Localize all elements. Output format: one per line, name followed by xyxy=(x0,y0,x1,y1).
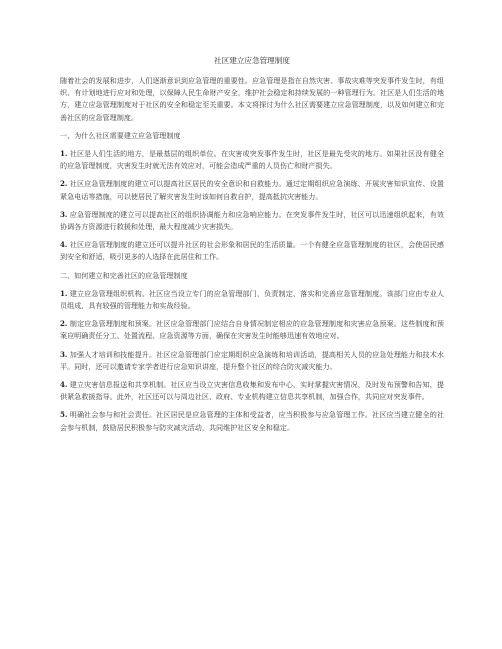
item-number: 3. xyxy=(60,209,68,219)
item-number: 2. xyxy=(60,319,68,329)
item-text: 社区应急管理制度的建立还可以提升社区的社会形象和居民的生活质量。一个有健全应急管理制度的社区，会使居民感到安全和舒适，吸引更多的人选择在此居住和工作。 xyxy=(60,240,445,262)
item-text: 应急管理制度的建立可以提高社区的组织协调能力和应急响应能力。在突发事件发生时，社区可以迅速组织起来，有效协调各方资源进行救援和处理，最大程度减少灾害损失。 xyxy=(60,209,445,232)
item-text: 社区应急管理制度的建立可以提高社区居民的安全意识和自救能力。通过定期组织应急演练、开展灾害知识宣传、设置紧急电话等措施，可以使居民了解灾害发生时该如何自救自护，提高抵抗灾害能力。 xyxy=(60,179,445,201)
section-1-item xyxy=(60,209,444,233)
section-1-item xyxy=(60,178,444,202)
section-1-heading: 一、为什么社区需要建立应急管理制度 xyxy=(60,130,181,140)
document-title: 社区建立应急管理制度 xyxy=(214,56,290,65)
item-number: 1. xyxy=(60,288,68,298)
section-2-item xyxy=(60,409,444,433)
item-text: 建立应急管理组织机构。社区应当设立专门的应急管理部门，负责制定、落实和完善应急管理制度。该部门应由专业人员组成，具有较强的管理能力和实战经验。 xyxy=(60,288,445,311)
item-number: 5. xyxy=(60,410,68,420)
section-2-item xyxy=(60,349,444,373)
section-2-item xyxy=(60,318,444,342)
item-text: 制定应急管理制度和预案。社区应急管理部门应结合自身情况制定相应的应急管理制度和灾害应急预案。这些制度和预案应明确责任分工、处置流程、应急资源等方面，确保在灾害发生时能够迅速有效地应对。 xyxy=(60,319,445,341)
section-2-item xyxy=(60,288,444,312)
section-1-item xyxy=(60,239,444,263)
item-text: 加强人才培训和技能提升。社区应急管理部门应定期组织应急演练和培训活动，提高相关人员的应急处理能力和技术水平。同时，还可以邀请专家学者进行应急知识讲座，提升整个社区的综合防灾减灾能力。 xyxy=(60,349,445,371)
item-text: 社区是人们生活的地方，是最基层的组织单位。在灾害或突发事件发生时，社区是最先受灾的地方。如果社区没有健全的应急管理制度，灾害发生时就无法有效应对，可能会造成严重的人员伤亡和财产损失。 xyxy=(60,149,445,171)
item-number: 3. xyxy=(60,349,68,359)
item-number: 4. xyxy=(60,240,68,250)
item-text: 建立灾害信息报送和共享机制。社区应当设立灾害信息收集和发布中心，实时掌握灾害情况，及时发布预警和告知，提供紧急救援指导。此外，社区还可以与周边社区、政府、专业机构建立信息共享机制，加强合作，共同应对突发事件。 xyxy=(60,380,445,402)
item-number: 4. xyxy=(60,380,68,390)
intro-paragraph: 随着社会的发展和进步，人们逐渐意识到应急管理的重要性。应急管理是指在自然灾害、事故灾难等突发事件发生时，有组织、有计划地进行应对和处理，以保障人民生命财产安全，维护社会稳定和持续发展的一种管理行为。社区是人们生活的地方，建立应急管理制度对于社区的安全和稳定至关重要。本文将探讨为什么社区需要建立应急管理制度，以及如何建立和完善社区的应急管理制度。 xyxy=(60,76,444,122)
section-2-heading: 二、如何建立和完善社区的应急管理制度 xyxy=(60,270,188,280)
section-2-item xyxy=(60,379,444,403)
section-1-item xyxy=(60,148,444,172)
item-text: 明确社会参与和社会责任。社区居民是应急管理的主体和受益者，应当积极参与应急管理工作。社区应当建立健全的社会参与机制，鼓励居民积极参与防灾减灾活动，共同维护社区安全和稳定。 xyxy=(60,410,445,432)
item-number: 1. xyxy=(60,149,68,159)
item-number: 2. xyxy=(60,179,68,189)
